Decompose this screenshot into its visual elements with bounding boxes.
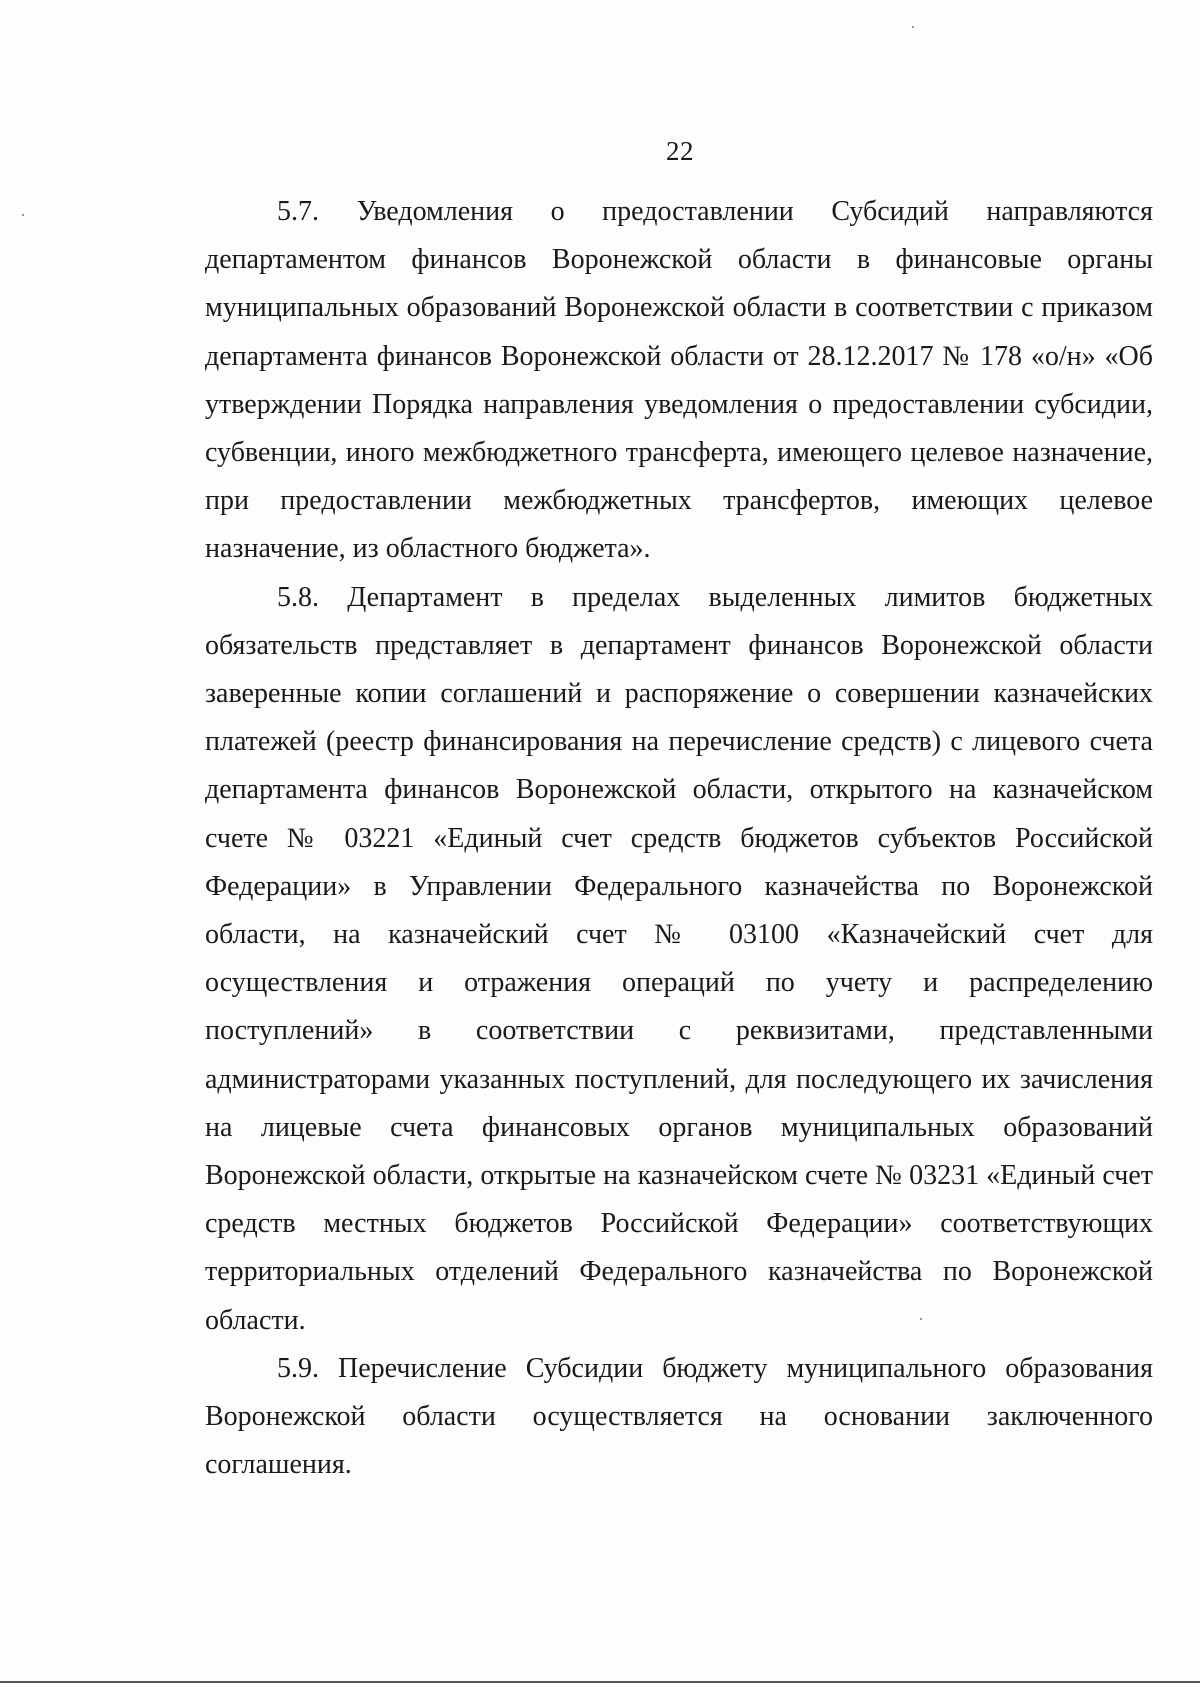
paragraph-5-7: 5.7. Уведомления о предоставлении Субсидий направляются департаментом финансов Воронежской области в финансовые органы муниципальных образований Воронежской области в соответствии с приказом департамента финансов Воронежской области от 28.12.2017 № 178 «о/н» «Об утверждении Порядка направления уведомления о предоставлении субсидии, субвенции, иного межбюджетного трансферта, имеющего целевое назначение, при предоставлении межбюджетных трансфертов, имеющих целевое назначение, из областного бюджета». [205, 196, 1153, 565]
scan-edge-line [0, 1681, 1200, 1683]
paragraph-5-9: 5.9. Перечисление Субсидии бюджету муниципального образования Воронежской области осуществляется на основании заключенного соглашения. [205, 1352, 1153, 1481]
scan-speck [22, 214, 24, 216]
paragraph-5-8: 5.8. Департамент в пределах выделенных лимитов бюджетных обязательств представляет в департамент финансов Воронежской области заверенные копии соглашений и распоряжение о совершении казначейских платежей (реестр финансирования на перечисление средств) с лицевого счета департамента финансов Воронежской области, открытого на казначейском счете № 03221 «Единый счет средств бюджетов субъектов Российской Федерации» в Управлении Федерального казначейства по Воронежской области, на казначейский счет № 03100 «Казначейский счет для осуществления и отражения операций по учету и распределению поступлений» в соответствии с реквизитами, представленными администраторами указанных поступлений, для последующего их зачисления на лицевые счета финансовых органов муниципальных образований Воронежской области, открытые на казначейском счете № 03231 «Единый счет средств местных бюджетов Российской Федерации» соответствующих территориальных отделений Федерального казначейства по Воронежской области. [205, 581, 1153, 1336]
scan-speck [920, 1318, 922, 1320]
scan-speck [912, 26, 914, 28]
document-body [205, 188, 1153, 1489]
page-number: 22 [666, 136, 694, 166]
